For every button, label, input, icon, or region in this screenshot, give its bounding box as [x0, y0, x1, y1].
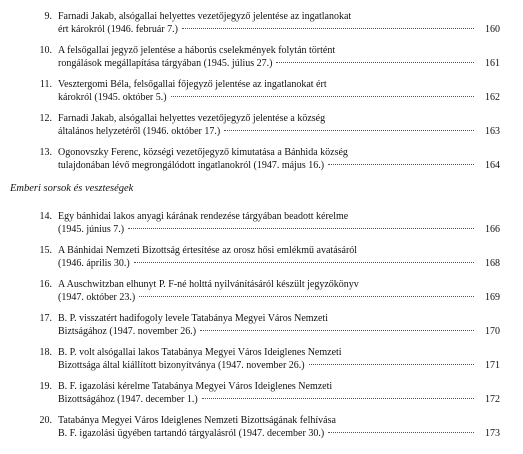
- entry-title-line: (1946. április 30.): [58, 258, 130, 269]
- entry-number: 12.: [39, 113, 52, 124]
- page-number: 170: [485, 326, 500, 337]
- entry-body: [58, 312, 500, 338]
- toc-entry: [30, 210, 500, 236]
- entry-title-line: Egy bánhidai lakos anyagi kárának rendezése tárgyában beadott kérelme: [58, 211, 349, 222]
- entry-last-line: [58, 325, 500, 338]
- entry-title-line: károkról (1945. október 5.): [58, 92, 167, 103]
- page-number: 160: [485, 24, 500, 35]
- entry-body: [58, 414, 500, 440]
- page-number: 172: [485, 394, 500, 405]
- entry-number: 14.: [39, 211, 52, 222]
- toc-entry: [30, 10, 500, 36]
- entry-title-line: Farnadi Jakab, alsógallai helyettes vezetőjegyző jelentése az ingatlanokat: [58, 11, 352, 22]
- dot-leader: [200, 330, 474, 331]
- page-number: 171: [485, 360, 500, 371]
- dot-leader: [276, 62, 474, 63]
- entry-title-line: B. P. volt alsógallai lakos Tatabánya Megyei Város Ideiglenes Nemzeti: [58, 347, 342, 358]
- entry-body: [58, 112, 500, 138]
- dot-leader: [128, 228, 474, 229]
- page-number: 169: [485, 292, 500, 303]
- entry-title-line: A Bánhidai Nemzeti Bizottság értesítése az orosz hősi emlékmű avatásáról: [58, 245, 358, 256]
- toc-entry: [30, 78, 500, 104]
- entry-last-line: [58, 427, 500, 440]
- entry-body: [58, 44, 500, 70]
- entry-last-line: [58, 393, 500, 406]
- page-number: 162: [485, 92, 500, 103]
- entry-title-line: B. F. igazolási ügyében tartandó tárgyalásról (1947. december 30.): [58, 428, 325, 439]
- entry-number: 16.: [39, 279, 52, 290]
- dot-leader: [309, 364, 474, 365]
- toc-entry: [30, 278, 500, 304]
- entry-title-line: Tatabánya Megyei Város Ideiglenes Nemzeti Bizottságának felhívása: [58, 415, 336, 426]
- entry-number: 17.: [39, 313, 52, 324]
- entry-number: 9.: [44, 11, 52, 22]
- dot-leader: [202, 398, 474, 399]
- entry-last-line: [58, 159, 500, 172]
- toc-entry: [30, 346, 500, 372]
- section-heading: Emberi sorsok és veszteségek: [10, 183, 134, 194]
- entry-title-line: (1947. október 23.): [58, 292, 136, 303]
- entry-last-line: [58, 291, 500, 304]
- entry-title-line: ért károkról (1946. február 7.): [58, 24, 178, 35]
- toc-entry: [30, 112, 500, 138]
- entry-number: 18.: [39, 347, 52, 358]
- dot-leader: [171, 96, 474, 97]
- entry-number: 15.: [39, 245, 52, 256]
- toc-entry: [30, 244, 500, 270]
- entry-last-line: [58, 257, 500, 270]
- toc-entry: [30, 146, 500, 172]
- entry-title-line: tulajdonában lévő megrongálódott ingatlanokról (1947. május 16.): [58, 160, 325, 171]
- entry-title-line: A felsőgallai jegyző jelentése a háborús cselekmények folytán történt: [58, 45, 336, 56]
- toc-entry: [30, 44, 500, 70]
- entry-last-line: [58, 359, 500, 372]
- entry-body: [58, 244, 500, 270]
- dot-leader: [224, 130, 474, 131]
- entry-title-line: rongálások megállapítása tárgyában (1945. július 27.): [58, 58, 273, 69]
- page-number: 166: [485, 224, 500, 235]
- toc-entry: [30, 414, 500, 440]
- page-number: 161: [485, 58, 500, 69]
- page-number: 168: [485, 258, 500, 269]
- entry-title-line: Bizottsága által kiállított bizonyítványa (1947. november 26.): [58, 360, 305, 371]
- dot-leader: [182, 28, 474, 29]
- entry-body: [58, 10, 500, 36]
- dot-leader: [134, 262, 474, 263]
- entry-last-line: [58, 223, 500, 236]
- entry-title-line: Bizottságához (1947. december 1.): [58, 394, 198, 405]
- entry-title-line: A Auschwitzban elhunyt P. F-né holttá nyilvánításáról készült jegyzőkönyv: [58, 279, 359, 290]
- entry-number: 10.: [39, 45, 52, 56]
- entry-last-line: [58, 125, 500, 138]
- toc-entry: [30, 312, 500, 338]
- page-number: 163: [485, 126, 500, 137]
- entry-last-line: [58, 91, 500, 104]
- entry-body: [58, 278, 500, 304]
- entry-title-line: Biztságához (1947. november 26.): [58, 326, 197, 337]
- entry-last-line: [58, 23, 500, 36]
- page-number: 173: [485, 428, 500, 439]
- entry-last-line: [58, 57, 500, 70]
- entry-number: 20.: [39, 415, 52, 426]
- entry-body: [58, 210, 500, 236]
- entry-title-line: Vesztergomi Béla, felsőgallai főjegyző jelentése az ingatlanokat ért: [58, 79, 327, 90]
- entry-body: [58, 78, 500, 104]
- entry-body: [58, 146, 500, 172]
- entry-number: 13.: [39, 147, 52, 158]
- entry-body: [58, 346, 500, 372]
- dot-leader: [139, 296, 474, 297]
- page-number: 164: [485, 160, 500, 171]
- entry-number: 11.: [39, 79, 52, 90]
- toc-entry: [30, 380, 500, 406]
- entry-title-line: Ogonovszky Ferenc, községi vezetőjegyző kimutatása a Bánhida község: [58, 147, 348, 158]
- entry-title-line: B. P. visszatért hadifogoly levele Tatabánya Megyei Város Nemzeti: [58, 313, 328, 324]
- dot-leader: [328, 164, 474, 165]
- entry-title-line: általános helyzetéről (1946. október 17.): [58, 126, 221, 137]
- entry-number: 19.: [39, 381, 52, 392]
- entry-body: [58, 380, 500, 406]
- entry-title-line: (1945. június 7.): [58, 224, 125, 235]
- entry-title-line: Farnadi Jakab, alsógallai helyettes vezetőjegyző jelentése a község: [58, 113, 326, 124]
- dot-leader: [328, 432, 474, 433]
- entry-title-line: B. F. igazolási kérelme Tatabánya Megyei Város Ideiglenes Nemzeti: [58, 381, 333, 392]
